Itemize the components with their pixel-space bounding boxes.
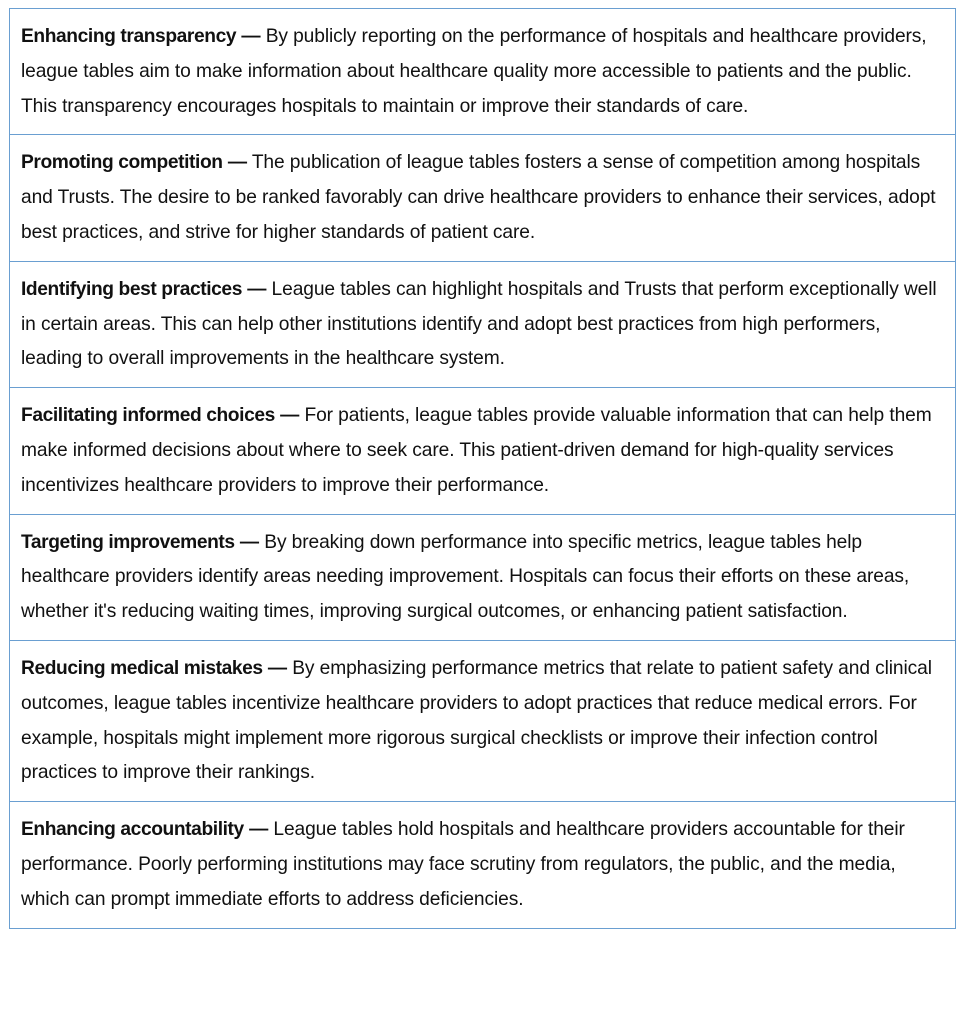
benefits-table: [9, 8, 956, 929]
row-separator: —: [239, 531, 260, 553]
table-row: [10, 802, 955, 928]
row-text: By emphasizing performance metrics that relate to patient safety and clinical outcomes, league tables incentivize healthcare providers to adopt practices that reduce medical errors. For example, hospitals might implement more rigorous surgical checklists or improve their infection control practices to improve their rankings.: [21, 657, 932, 784]
row-term: Enhancing transparency: [21, 26, 237, 47]
row-text: The publication of league tables fosters a sense of competition among hospitals and Trusts. The desire to be ranked favorably can drive healthcare providers to enhance their services, adopt best practices, and strive for higher standards of patient care.: [21, 152, 936, 243]
row-text: By breaking down performance into specific metrics, league tables help healthcare providers identify areas needing improvement. Hospitals can focus their efforts on these areas, whether it's reducing waiting times, improving surgical outcomes, or enhancing patient satisfaction.: [21, 531, 910, 623]
row-text: League tables can highlight hospitals and Trusts that perform exceptionally well in certain areas. This can help other institutions identify and adopt best practices from high performers, leading to overall improvements in the healthcare system.: [21, 278, 937, 370]
row-term: Enhancing accountability: [21, 819, 244, 841]
row-text: By publicly reporting on the performance of hospitals and healthcare providers, league tables aim to make information about healthcare quality more accessible to patients and the public. This transparency encourages hospitals to maintain or improve their standards of care.: [21, 26, 927, 117]
row-separator: —: [267, 657, 287, 679]
table-row: [10, 641, 955, 802]
row-term: Reducing medical mistakes: [21, 657, 263, 679]
row-term: Promoting competition: [21, 152, 223, 174]
table-row: [10, 9, 955, 135]
row-separator: —: [247, 278, 267, 300]
row-term: Targeting improvements: [21, 531, 235, 553]
row-separator: —: [280, 405, 300, 427]
table-row: [10, 388, 955, 514]
row-separator: —: [227, 152, 247, 174]
row-text: For patients, league tables provide valuable information that can help them make informed decisions about where to seek care. This patient-driven demand for high-quality services incentivizes healthcare providers to improve their performance.: [21, 405, 932, 496]
row-term: Facilitating informed choices: [21, 405, 275, 427]
table-row: [10, 135, 955, 261]
row-separator: —: [249, 819, 269, 841]
row-separator: —: [241, 26, 261, 47]
table-row: [10, 515, 955, 641]
row-term: Identifying best practices: [21, 278, 242, 300]
table-row: [10, 262, 955, 388]
row-text: League tables hold hospitals and healthcare providers accountable for their performance. Poorly performing institutions may face scrutiny from regulators, the public, and the media, which can prompt immediate efforts to address deficiencies.: [21, 819, 905, 910]
